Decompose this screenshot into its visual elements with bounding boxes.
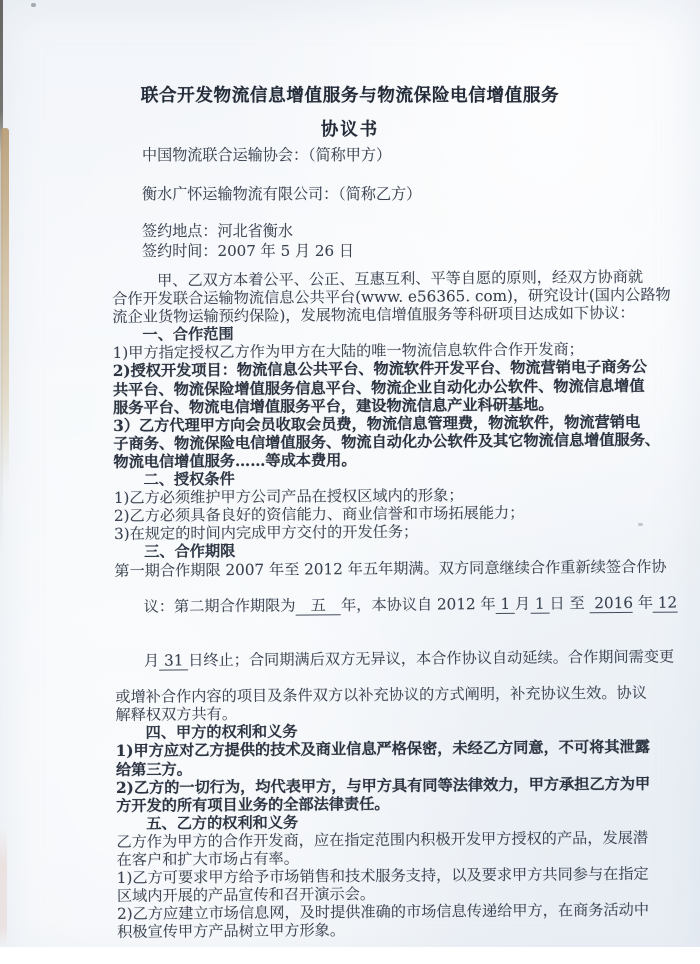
- body-line: 1)乙方必须维护甲方公司产品在授权区域内的形象；: [113, 486, 464, 508]
- section-heading-5: 五、乙方的权利和义务: [146, 813, 299, 833]
- filled-blank-start-month: 1: [495, 594, 516, 613]
- text-segment: 日终止；合同期满后双方无异议，本合作协议自动延续。合作期间需变更: [188, 647, 675, 670]
- section-heading-3: 三、合作期限: [144, 542, 236, 562]
- body-line: 区域内开展的产品宣传和召开演示会。: [116, 885, 376, 906]
- text-segment: 年，本协议自 2012 年: [340, 594, 496, 614]
- body-line-with-blanks: [114, 575, 678, 634]
- body-line: 服务平台、物流电信增值服务平台，建设物流信息产业科研基地。: [112, 395, 554, 417]
- body-line: 2)授权开发项目：物流信息公共平台、物流软件开发平台、物流营销电子商务公: [112, 358, 647, 381]
- body-line: 积极宣传甲方产品树立甲方形象。: [117, 921, 346, 942]
- text-segment: 日 至: [549, 593, 590, 613]
- body-line: 物流电信增值服务……等成本费用。: [113, 451, 357, 471]
- body-line: 共平台、物流保险增值服务信息平台、物流企业自动化办公软件、物流信息增值: [112, 376, 645, 399]
- scan-speck-top: [31, 3, 36, 7]
- text-segment: 月: [143, 651, 160, 670]
- section-heading-1: 一、合作范围: [142, 325, 234, 345]
- body-line: 2)乙方应建立市场信息网，及时提供准确的市场信息传递给甲方，在商务活动中: [116, 901, 650, 924]
- body-line: 子商务、物流保险电信增值服务、物流自动化办公软件及其它物流信息增值服务、: [113, 430, 661, 453]
- body-line: 合作开发联合运输物流信息公共平台(www. e56365. com)，研究设计(国内公路物: [112, 285, 671, 309]
- body-line: 甲、乙双方本着公平、公正、互惠互利、平等自愿的原则，经双方协商就: [156, 267, 644, 290]
- filled-blank-end-month: 12: [652, 593, 678, 612]
- scan-edge-pink-strip: [0, 828, 7, 946]
- text-segment: 年: [632, 593, 654, 612]
- document-body: [112, 267, 678, 942]
- document-subtitle: 协议书: [320, 120, 380, 140]
- filled-blank-end-year: 2016: [589, 593, 634, 612]
- text-segment: 议：第二期合作期限为: [143, 596, 296, 616]
- body-line: 或增补合作内容的项目及条件双方以补充协议的方式阐明，补充协议生效。协议: [115, 683, 647, 707]
- body-line: 给第三方。: [115, 759, 192, 779]
- filled-blank-start-day: 1: [530, 594, 550, 613]
- document-title: 联合开发物流信息增值服务与物流保险电信增值服务: [140, 85, 560, 106]
- filled-blank-end-day: 31: [159, 651, 189, 670]
- signing-place-line: 签约地点：河北省衡水: [142, 222, 293, 240]
- party-b-line: 衡水广怀运输物流有限公司：（简称乙方）: [142, 185, 422, 203]
- signing-date-line: 签约时间：2007 年 5 月 26 日: [142, 242, 354, 260]
- body-line: 1)甲方应对乙方提供的技术及商业信息严格保密，未经乙方同意，不可将其泄露: [115, 738, 650, 761]
- body-line: 1)乙方可要求甲方给予市场销售和技术服务支持，以及要求甲方共同参与在指定: [116, 864, 649, 888]
- party-a-line: 中国物流联合运输协会：（简称甲方）: [142, 146, 392, 164]
- body-line-with-blanks: [115, 630, 675, 689]
- scan-edge-tan-strip: [1, 128, 9, 488]
- body-line: 1)甲方指定授权乙方作为甲方在大陆的唯一物流信息软件合作开发商；: [112, 340, 584, 363]
- scan-bottom-white-band: [0, 947, 700, 964]
- body-line: 3)在规定的时间内完成甲方交付的开发任务；: [113, 522, 419, 544]
- body-line: 2)乙方的一切行为，均代表甲方，与甲方具有同等法律效力，甲方承担乙方为甲: [115, 774, 651, 797]
- body-line: 2)乙方必须具备良好的资信能力、商业信誉和市场拓展能力；: [113, 503, 525, 526]
- section-heading-2: 二、授权条件: [143, 470, 235, 489]
- body-line: 流企业货物运输预约保险)，发展物流电信增值服务等科研项目达成如下协议：: [112, 304, 635, 327]
- text-segment: 月: [514, 594, 531, 613]
- body-line: 3）乙方代理甲方向会员收取会员费，物流信息管理费，物流软件，物流营销电: [113, 412, 641, 435]
- section-heading-4: 四、甲方的权利和义务: [145, 722, 298, 743]
- body-line: 解释权双方共有。: [115, 705, 238, 725]
- body-line: 在客户和扩大市场占有率。: [116, 849, 299, 869]
- filled-blank-term-years: 五: [295, 595, 342, 615]
- body-line: 乙方作为甲方的合作开发商，应在指定范围内积极开发甲方授权的产品，发展潜: [116, 828, 649, 851]
- body-line: 第一期合作期限 2007 年至 2012 年五年期满。双方同意继续合作重新续签合作协: [114, 557, 667, 580]
- body-line: 方开发的所有项目业务的全部法律责任。: [116, 794, 390, 815]
